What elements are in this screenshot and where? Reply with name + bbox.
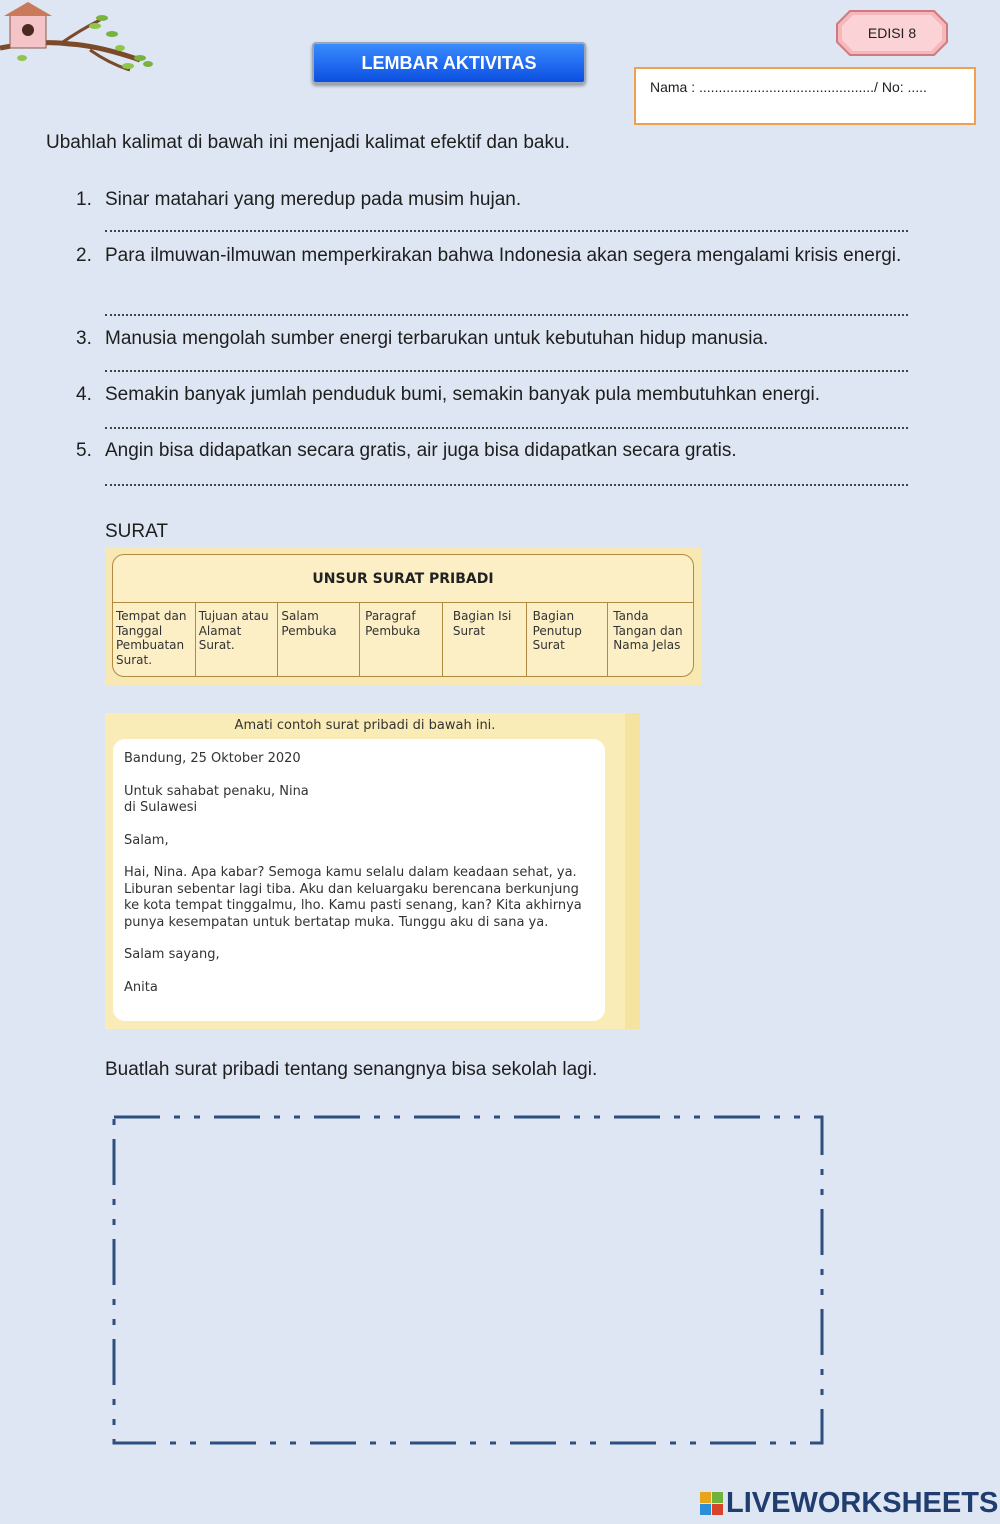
question-text: Semakin banyak jumlah penduduk bumi, semakin banyak pula membutuhkan energi. — [105, 384, 821, 405]
letter-side-strip — [625, 713, 640, 1029]
question-number: 3. — [76, 328, 92, 349]
unsur-cell: Tempat dan Tanggal Pembuatan Surat. — [113, 603, 196, 677]
liveworksheets-icon — [700, 1492, 723, 1515]
answer-line[interactable] — [105, 484, 908, 486]
unsur-surat-table — [105, 547, 702, 685]
question-number: 1. — [76, 189, 92, 210]
answer-line[interactable] — [105, 427, 908, 429]
unsur-cell: Tujuan atau Alamat Surat. — [196, 603, 279, 677]
unsur-cell: Salam Pembuka — [278, 603, 360, 677]
unsur-cell: Bagian Penutup Surat — [527, 603, 609, 677]
letter-closing: Salam sayang, — [124, 947, 220, 962]
edition-badge — [836, 10, 948, 56]
liveworksheets-logo — [700, 1487, 998, 1520]
unsur-cell: Bagian Isi Surat — [443, 603, 527, 677]
name-number-label: Nama : ............................................./ No: ..... — [650, 79, 927, 95]
letter-recipient: Untuk sahabat penaku, Nina — [124, 783, 309, 799]
birdhouse-branch-illustration — [0, 0, 160, 80]
letter-date: Bandung, 25 Oktober 2020 — [124, 751, 301, 766]
letter-greeting: Salam, — [124, 832, 169, 848]
question-number: 4. — [76, 384, 92, 405]
title-banner — [312, 42, 586, 84]
unsur-cell: Tanda Tangan dan Nama Jelas — [613, 609, 683, 652]
unsur-table-title: UNSUR SURAT PRIBADI — [113, 555, 693, 603]
task-instruction: Buatlah surat pribadi tentang senangnya bisa sekolah lagi. — [105, 1059, 598, 1080]
question-number: 2. — [76, 245, 92, 266]
answer-line[interactable] — [105, 370, 908, 372]
letter-answer-box[interactable] — [112, 1115, 826, 1449]
instruction-text: Ubahlah kalimat di bawah ini menjadi kalimat efektif dan baku. — [46, 132, 570, 153]
letter-signature: Anita — [124, 979, 158, 995]
edition-label: EDISI 8 — [867, 25, 917, 41]
question-text: Sinar matahari yang meredup pada musim hujan. — [105, 189, 522, 210]
page-title: LEMBAR AKTIVITAS — [361, 52, 537, 73]
letter-caption: Amati contoh surat pribadi di bawah ini. — [234, 718, 496, 733]
answer-line[interactable] — [105, 230, 908, 232]
question-number: 5. — [76, 440, 92, 461]
question-text: Para ilmuwan-ilmuwan memperkirakan bahwa Indonesia akan segera mengalami krisis energi. — [105, 245, 902, 266]
example-letter — [105, 713, 640, 1029]
letter-body: Hai, Nina. Apa kabar? Semoga kamu selalu dalam keadaan sehat, ya. Liburan sebentar lagi tiba. Aku dan keluargaku berencana berkunjung ke kota tempat tinggalmu, lho. Kamu pasti senang, kan? Kita akhirnya punya kesempatan untuk bertatap muka. Tunggu aku di sana ya. — [124, 865, 582, 930]
letter-card — [113, 739, 605, 1021]
unsur-cell: Paragraf Pembuka — [360, 603, 443, 677]
section-heading-surat: SURAT — [105, 521, 168, 542]
name-number-field[interactable] — [634, 67, 976, 125]
question-text: Angin bisa didapatkan secara gratis, air juga bisa didapatkan secara gratis. — [105, 440, 737, 461]
question-text: Manusia mengolah sumber energi terbarukan untuk kebutuhan hidup manusia. — [105, 328, 769, 349]
letter-recipient-location: di Sulawesi — [124, 800, 198, 815]
footer-brand: LIVEWORKSHEETS — [726, 1487, 999, 1519]
answer-line[interactable] — [105, 314, 908, 316]
